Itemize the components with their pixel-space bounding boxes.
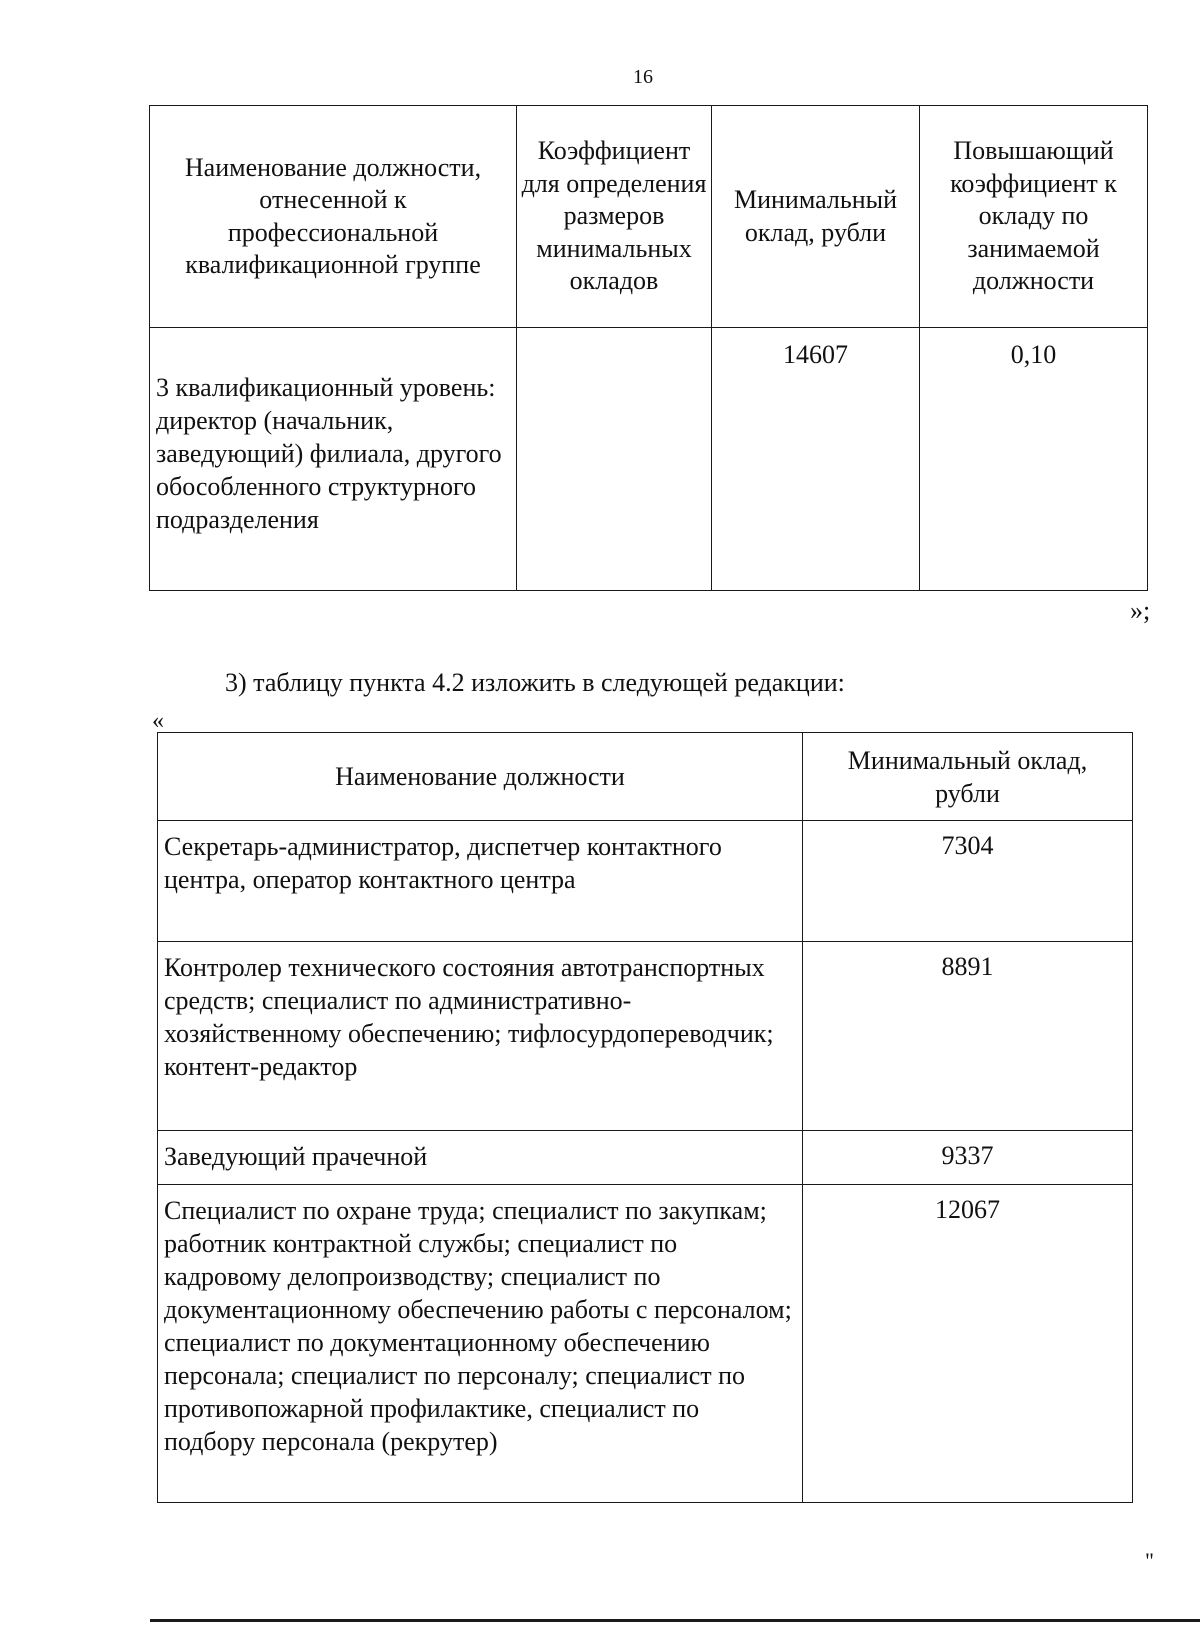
page-number: 16 [633, 66, 653, 88]
position-cell [158, 1131, 803, 1185]
min-salary-cell [712, 328, 920, 591]
column-header-text: Минимальный оклад, рубли [733, 185, 898, 247]
opening-quote: « [152, 708, 164, 734]
bottom-divider [150, 1619, 1200, 1622]
coefficient-cell [517, 328, 712, 591]
table-row [158, 942, 1133, 1131]
column-header-text: Коэффициент для определения размеров минимальных окладов [521, 136, 707, 296]
column-header-text: Наименование должности, отнесенной к профессиональной квалификационной группе [184, 152, 482, 279]
position-salary-table [157, 732, 1133, 1503]
table-header-row [150, 106, 1148, 328]
salary-cell [803, 1185, 1133, 1503]
table-header-row [158, 733, 1133, 821]
qualification-level-table [149, 105, 1148, 591]
column-header-text: Наименование должности [335, 762, 625, 791]
column-header-increasing-coefficient [920, 106, 1148, 328]
column-header-coefficient [517, 106, 712, 328]
position-cell [158, 821, 803, 942]
position-text: Специалист по охране труда; специалист по закупкам; работник контрактной службы; специалист по кадровому делопроизводству; специалист по документационному обеспечению работы с персоналом; специалист по документационному обеспечению персонала; специалист по персоналу; специалист по противопожарной профилактике, специалист по подбору персонала (рекрутер) [164, 1196, 792, 1456]
table-row [158, 1131, 1133, 1185]
amendment-item-text: 3) таблицу пункта 4.2 изложить в следующей редакции: [225, 668, 845, 697]
position-name-cell [150, 328, 517, 591]
salary-cell [803, 1131, 1133, 1185]
column-header-position-name [150, 106, 517, 328]
position-text: Секретарь-администратор, диспетчер контактного центра, оператор контактного центра [164, 832, 722, 894]
salary-value: 7304 [941, 831, 994, 860]
salary-value: 12067 [935, 1195, 1000, 1224]
position-cell [158, 942, 803, 1131]
salary-cell [803, 821, 1133, 942]
column-header-text: Минимальный оклад, рубли [847, 745, 1088, 808]
trailing-quote-mark: " [1145, 1548, 1154, 1573]
column-header-min-salary [712, 106, 920, 328]
salary-value: 8891 [941, 952, 994, 981]
column-header-min-salary [803, 733, 1133, 821]
salary-value: 9337 [941, 1141, 994, 1170]
position-text: Контролер технического состояния автотранспортных средств; специалист по административно-хозяйственному обеспечению; тифлосурдопереводчик; контент-редактор [164, 953, 774, 1081]
increasing-coefficient-value: 0,10 [1010, 340, 1057, 369]
position-name-text: 3 квалификационный уровень: директор (начальник, заведующий) филиала, другого обособленного структурного подразделения [156, 373, 502, 534]
closing-quote: »; [1130, 596, 1151, 625]
table-row [158, 821, 1133, 942]
salary-cell [803, 942, 1133, 1131]
position-text: Заведующий прачечной [164, 1142, 428, 1171]
column-header-position [158, 733, 803, 821]
increasing-coefficient-cell [920, 328, 1148, 591]
column-header-text: Повышающий коэффициент к окладу по занимаемой должности [950, 136, 1117, 296]
table-row [158, 1185, 1133, 1503]
position-cell [158, 1185, 803, 1503]
min-salary-value: 14607 [783, 340, 848, 369]
table-row [150, 328, 1148, 591]
